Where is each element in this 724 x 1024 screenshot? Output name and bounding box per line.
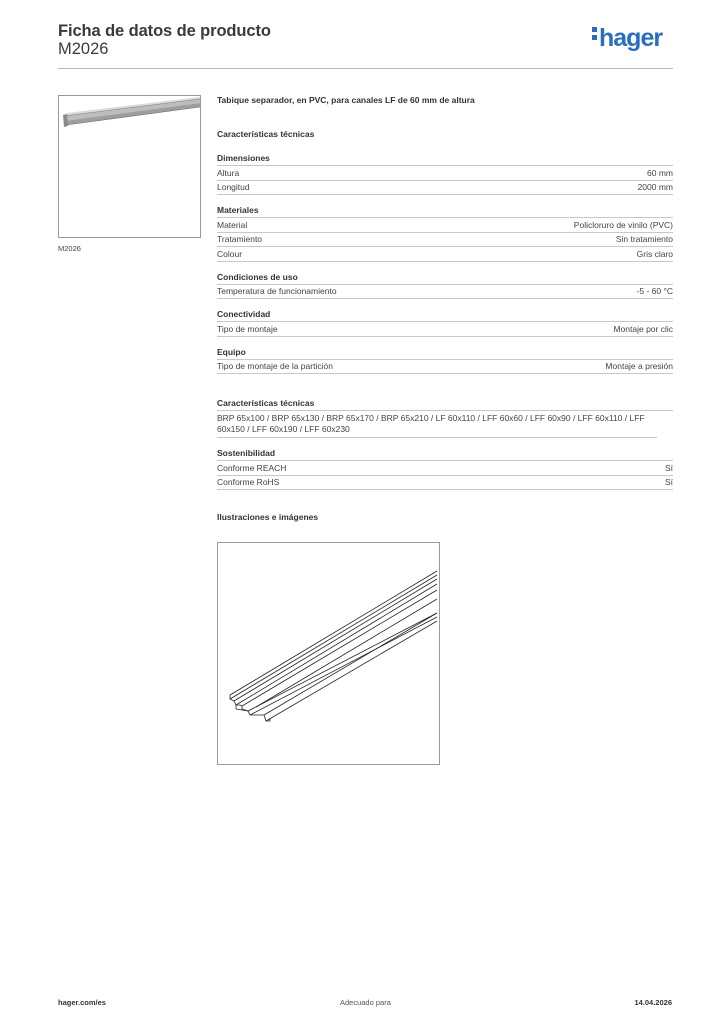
- spec-group-dimensiones: [217, 153, 673, 195]
- spec-row: [217, 218, 673, 233]
- spec-label: Colour: [217, 248, 243, 259]
- spec-value: Sin tratamiento: [615, 234, 673, 245]
- footer-date: 14.04.2026: [634, 998, 672, 1007]
- group-title: Dimensiones: [217, 153, 673, 166]
- group-title: Condiciones de uso: [217, 272, 673, 285]
- spec-value: Sí: [664, 462, 673, 473]
- footer-website: hager.com/es: [58, 998, 106, 1007]
- spec-row: [217, 285, 673, 300]
- spec-value: 2000 mm: [637, 182, 673, 193]
- spec-row: [217, 247, 673, 262]
- spec-group-condiciones: [217, 272, 673, 300]
- spec-row: [217, 322, 673, 337]
- spec-label: Altura: [217, 167, 240, 178]
- sustainability-group: [217, 448, 673, 490]
- spec-value: Montaje a presión: [605, 361, 673, 372]
- document-title: Ficha de datos de producto: [58, 22, 271, 40]
- spec-label: Material: [217, 219, 248, 230]
- spec-label: Longitud: [217, 182, 250, 193]
- spec-value: Gris claro: [636, 248, 673, 259]
- hager-logo: [592, 26, 662, 51]
- group-title: Equipo: [217, 347, 673, 360]
- spec-row: [217, 181, 673, 196]
- spec-row: [217, 461, 673, 476]
- product-code: M2026: [58, 40, 109, 58]
- spec-row: [217, 233, 673, 248]
- spec-group-conectividad: [217, 309, 673, 337]
- spec-value: Policloruro de vinilo (PVC): [573, 219, 673, 230]
- spec-row: [217, 166, 673, 181]
- product-illustration: [217, 542, 440, 765]
- spec-value: Montaje por clic: [613, 323, 673, 334]
- footer-suitability: Adecuado para: [340, 998, 391, 1007]
- spec-group-materiales: [217, 205, 673, 262]
- spec-row: [217, 360, 673, 375]
- compatibility-group: [217, 398, 673, 438]
- logo-text: hager: [599, 24, 663, 52]
- product-description: Tabique separador, en PVC, para canales LF de 60 mm de altura: [217, 95, 475, 105]
- compatibility-text: BRP 65x100 / BRP 65x130 / BRP 65x170 / BRP 65x210 / LF 60x110 / LFF 60x60 / LFF 60x90 / LFF 60x110 / LFF 60x150 / LFF 60x190 / LFF 60x230: [217, 411, 657, 438]
- header-divider: [58, 68, 673, 69]
- group-title: Conectividad: [217, 309, 673, 322]
- partition-rail-thumbnail-icon: [59, 96, 200, 237]
- spec-label: Tipo de montaje: [217, 323, 278, 334]
- tech-heading: Características técnicas: [217, 129, 315, 139]
- spec-content: [217, 95, 673, 522]
- spec-label: Conforme REACH: [217, 462, 287, 473]
- group-title: Materiales: [217, 205, 673, 218]
- spec-group-equipo: [217, 347, 673, 375]
- spec-label: Tipo de montaje de la partición: [217, 361, 333, 372]
- spec-value: -5 - 60 °C: [636, 286, 673, 297]
- spec-label: Conforme RoHS: [217, 477, 280, 488]
- spec-row: [217, 476, 673, 491]
- thumbnail-caption: M2026: [58, 244, 81, 253]
- compatibility-title: Características técnicas: [217, 398, 673, 411]
- spec-label: Temperatura de funcionamiento: [217, 286, 337, 297]
- partition-rail-drawing-icon: [218, 543, 439, 764]
- illustrations-title: Ilustraciones e imágenes: [217, 512, 319, 522]
- product-thumbnail: [58, 95, 201, 238]
- sustainability-title: Sostenibilidad: [217, 448, 673, 461]
- logo-dots-icon: [592, 27, 597, 43]
- spec-value: Sí: [664, 477, 673, 488]
- spec-label: Tratamiento: [217, 234, 263, 245]
- spec-value: 60 mm: [647, 167, 673, 178]
